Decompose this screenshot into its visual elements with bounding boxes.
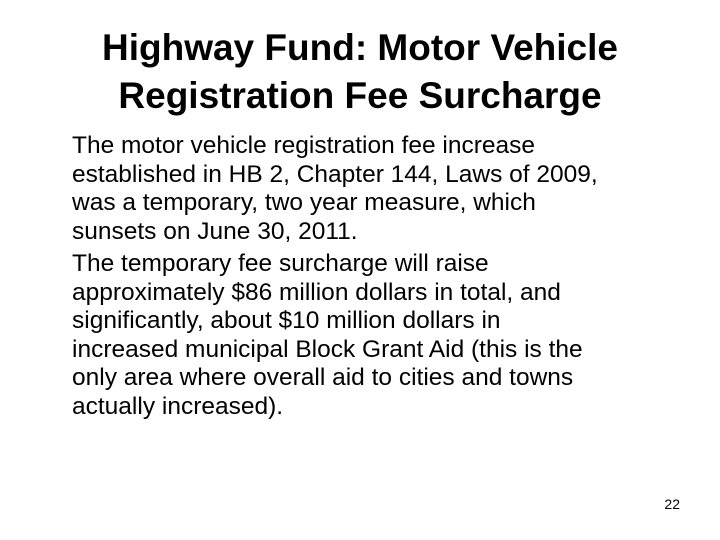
page-number: 22 (664, 496, 680, 512)
slide-title (40, 24, 680, 120)
body-text-line: established in HB 2, Chapter 144, Laws of 2009, (72, 160, 598, 188)
body-text-line: sunsets on June 30, 2011. (72, 217, 358, 245)
body-paragraph-registration-fee (72, 132, 692, 246)
body-text-line: The temporary fee surcharge will raise (72, 250, 489, 277)
body-paragraph-fee-surcharge (72, 250, 692, 421)
body-text-line: significantly, about $10 million dollars in (72, 307, 501, 334)
slide-title-line: Highway Fund: Motor Vehicle (102, 27, 618, 68)
body-text-line: actually increased). (72, 392, 284, 420)
body-text-line: The motor vehicle registration fee increase (72, 132, 535, 159)
slide-body (72, 132, 692, 425)
body-text-line: only area where overall aid to cities and towns (72, 364, 574, 391)
body-text-line: was a temporary, two year measure, which (72, 189, 536, 216)
body-text-line: increased municipal Block Grant Aid (this is the (72, 335, 583, 363)
body-text-line: approximately $86 million dollars in total, and (72, 278, 561, 306)
slide-title-line: Registration Fee Surcharge (118, 75, 602, 116)
